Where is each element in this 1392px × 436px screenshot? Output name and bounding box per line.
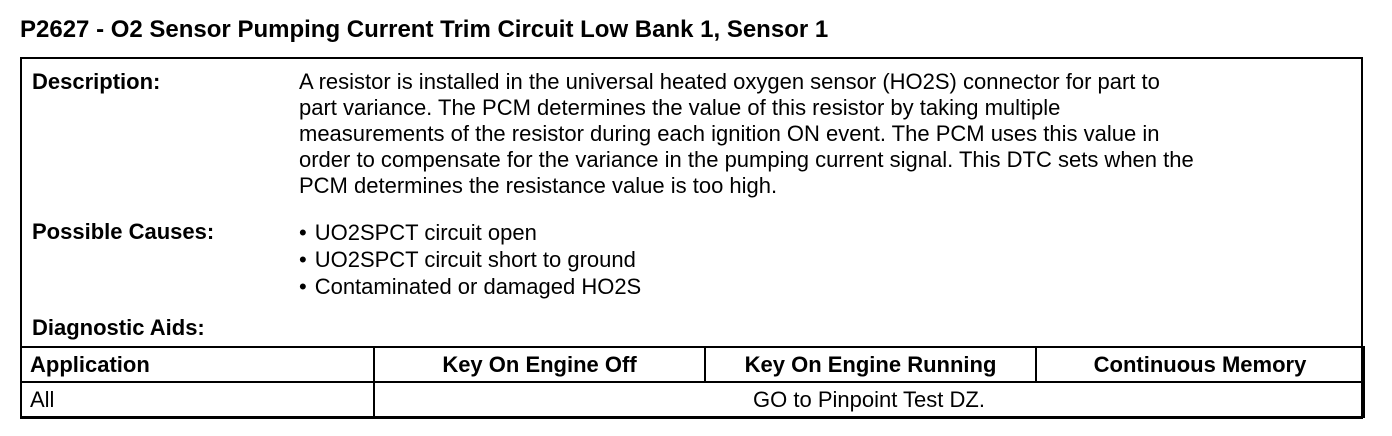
column-header-koer: Key On Engine Running [705,347,1036,382]
table-header-row [21,347,1364,382]
description-line: A resistor is installed in the universal heated oxygen sensor (HO2S) connector for part to [299,69,1160,94]
description-label: Description: [32,69,161,94]
page-title: P2627 - O2 Sensor Pumping Current Trim Circuit Low Bank 1, Sensor 1 [20,16,829,43]
description-line: part variance. The PCM determines the value of this resistor by taking multiple [299,95,1061,120]
dtc-info-box [20,57,1363,419]
description-line: PCM determines the resistance value is too high. [299,173,778,198]
list-item: • Contaminated or damaged HO2S [299,273,641,300]
column-header-application: Application [21,347,374,382]
description-line: measurements of the resistor during each ignition ON event. The PCM uses this value in [299,121,1160,146]
diagnostic-aids-label: Diagnostic Aids: [32,315,205,340]
column-header-continuous-memory: Continuous Memory [1036,347,1364,382]
list-item: • UO2SPCT circuit short to ground [299,246,641,273]
column-header-koeo: Key On Engine Off [374,347,705,382]
diagnostic-aids-table [20,346,1365,418]
application-cell: All [21,382,374,417]
list-item: • UO2SPCT circuit open [299,219,641,246]
description-line: order to compensate for the variance in the pumping current signal. This DTC sets when the [299,147,1194,172]
action-cell: GO to Pinpoint Test DZ. [374,382,1364,417]
description-text [299,69,1357,199]
possible-causes-list [299,219,641,300]
table-row [21,382,1364,417]
possible-causes-label: Possible Causes: [32,219,215,244]
